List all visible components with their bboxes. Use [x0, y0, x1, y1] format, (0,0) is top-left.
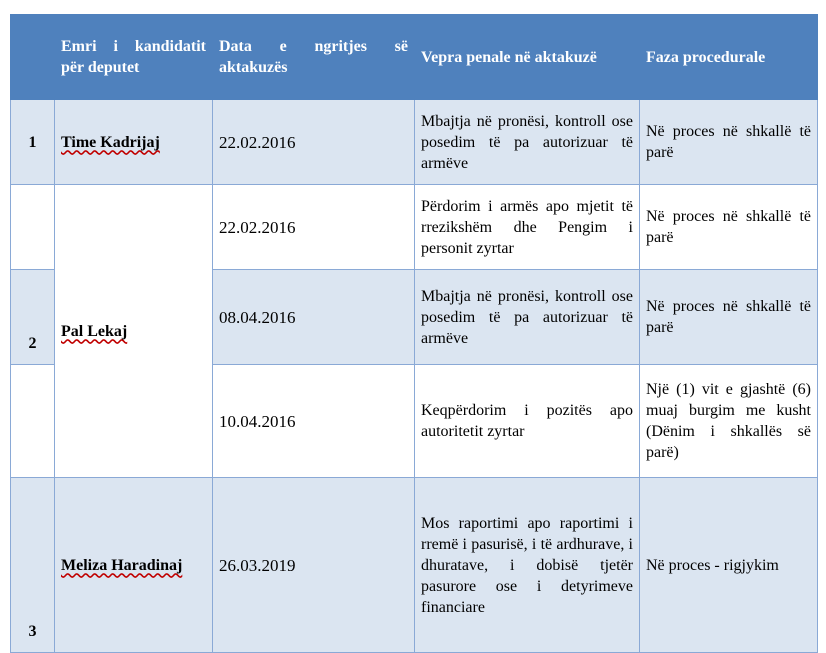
row-number: 3 — [11, 478, 55, 653]
row-number-empty — [11, 365, 55, 478]
criminal-offense: Mbajtja në pronësi, kontroll ose posedim të pa autorizuar të armëve — [415, 270, 640, 365]
indictment-date: 22.02.2016 — [213, 185, 415, 270]
table-header-row — [11, 15, 818, 100]
procedural-phase: Në proces - rigjykim — [640, 478, 818, 653]
criminal-offense: Mos raportimi apo raportimi i rremë i pasurisë, i të ardhurave, i dhuratave, i dobisë tjetër pasurore ose i detyrimeve financiare — [415, 478, 640, 653]
candidate-name — [55, 478, 213, 653]
header-procedural-phase: Faza procedurale — [640, 15, 818, 100]
procedural-phase: Një (1) vit e gjashtë (6) muaj burgim me kusht (Dënim i shkallës së parë) — [640, 365, 818, 478]
candidate-name-text: Pal Lekaj — [61, 322, 128, 340]
indictment-date: 22.02.2016 — [213, 100, 415, 185]
row-number: 1 — [11, 100, 55, 185]
procedural-phase: Në proces në shkallë të parë — [640, 270, 818, 365]
header-indictment-date: Data e ngritjes së aktakuzës — [213, 15, 415, 100]
table-row — [11, 478, 818, 653]
header-criminal-offense: Vepra penale në aktakuzë — [415, 15, 640, 100]
procedural-phase: Në proces në shkallë të parë — [640, 100, 818, 185]
table-row — [11, 100, 818, 185]
candidate-name-text: Meliza Haradinaj — [61, 556, 183, 574]
candidate-name-text: Time Kadrijaj — [61, 133, 160, 151]
row-number: 2 — [11, 270, 55, 365]
candidates-indictments-table — [10, 14, 818, 653]
row-number-empty — [11, 185, 55, 270]
table-row — [11, 185, 818, 270]
header-number-cell — [11, 15, 55, 100]
criminal-offense: Keqpërdorim i pozitës apo autoritetit zyrtar — [415, 365, 640, 478]
indictment-date: 10.04.2016 — [213, 365, 415, 478]
criminal-offense: Mbajtja në pronësi, kontroll ose posedim të pa autorizuar të armëve — [415, 100, 640, 185]
candidate-name — [55, 185, 213, 478]
procedural-phase: Në proces në shkallë të parë — [640, 185, 818, 270]
candidate-name — [55, 100, 213, 185]
indictment-date: 26.03.2019 — [213, 478, 415, 653]
criminal-offense: Përdorim i armës apo mjetit të rrezikshëm dhe Pengim i personit zyrtar — [415, 185, 640, 270]
indictment-date: 08.04.2016 — [213, 270, 415, 365]
header-candidate-name: Emri i kandidatit për deputet — [55, 15, 213, 100]
